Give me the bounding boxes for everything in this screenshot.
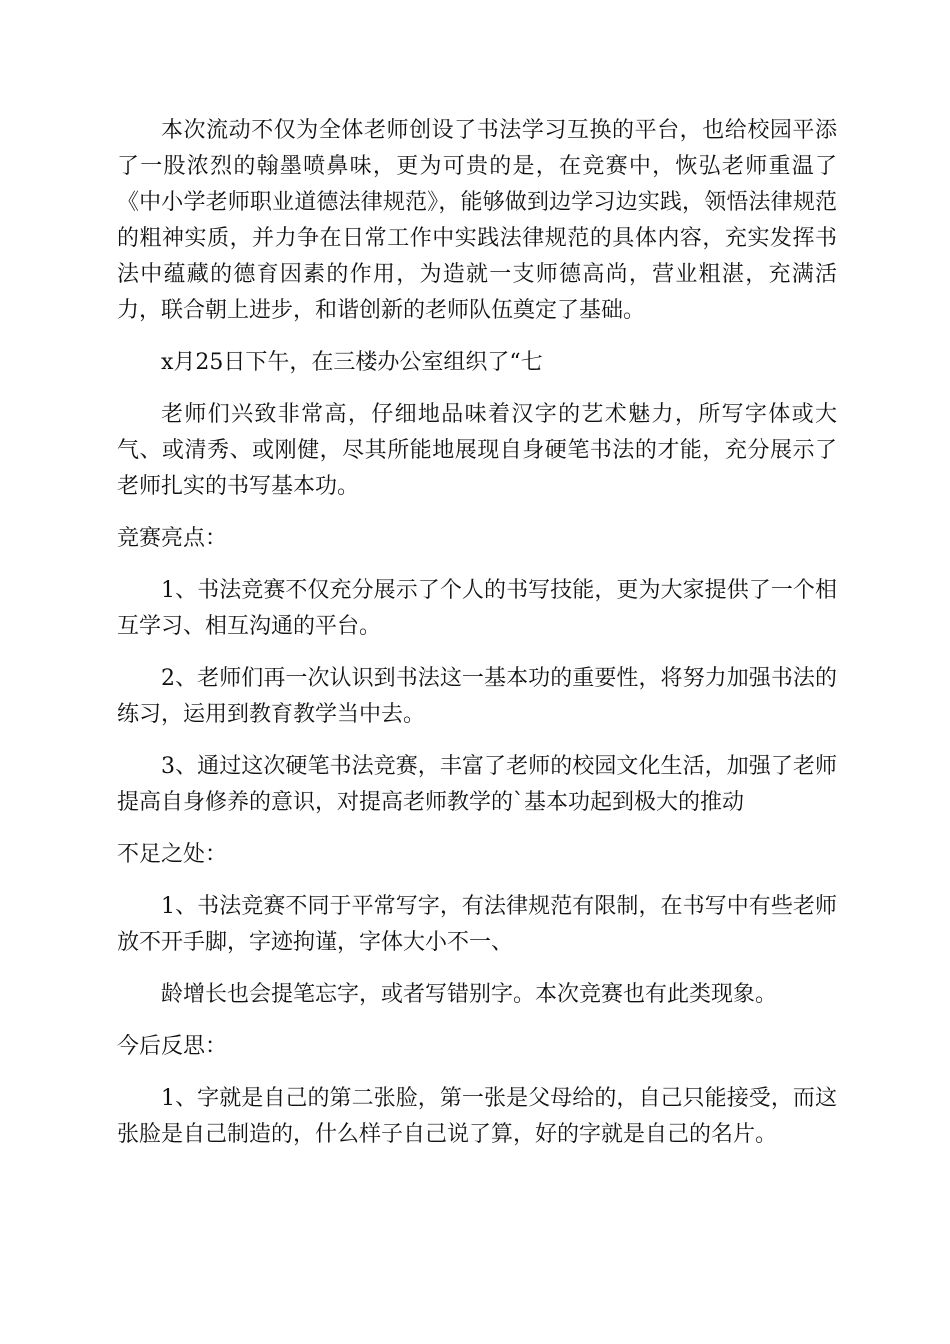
paragraph-date-event: x月25日下午，在三楼办公室组织了“七 [161,350,543,375]
heading-reflection: 今后反思： [117,1034,228,1059]
highlight-item-2: 2、老师们再一次认识到书法这一基本功的重要性，将努力加强书法的练习，运用到教育教学当中去。 [117,666,837,727]
heading-shortcomings: 不足之处： [117,842,228,867]
document-page [117,113,837,1153]
highlight-item-1: 1、书法竞赛不仅充分展示了个人的书写技能，更为大家提供了一个相互学习、相互沟通的平台。 [117,578,837,639]
shortcoming-item-1: 1、书法竞赛不同于平常写字，有法律规范有限制，在书写中有些老师放不开手脚，字迹拘谨，字体大小不一、 [117,894,837,955]
paragraph-calligraphy-activity: 本次流动不仅为全体老师创设了书法学习互换的平台，也给校园平添了一股浓烈的翰墨喷鼻味，更为可贵的是，在竞赛中，恢弘老师重温了《中小学老师职业道德法律规范》，能够做到边学习边实践，领悟法律规范的粗神实质，并力争在日常工作中实践法律规范的具体内容，充实发挥书法中蕴藏的德育因素的作用，为造就一支师德高尚，营业粗湛，充满活力，联合朝上进步，和谐创新的老师队伍奠定了基础。 [117,118,837,323]
paragraph-teacher-enthusiasm: 老师们兴致非常高，仔细地品味着汉字的艺术魅力，所写字体或大气、或清秀、或刚健，尽其所能地展现自身硬笔书法的才能，充分展示了老师扎实的书写基本功。 [117,402,837,499]
highlight-item-3: 3、通过这次硬笔书法竞赛，丰富了老师的校园文化生活，加强了老师提高自身修养的意识，对提高老师教学的`基本功起到极大的推动 [117,754,837,815]
heading-highlights: 竞赛亮点： [117,526,228,551]
shortcoming-item-2: 龄增长也会提笔忘字，或者写错别字。本次竞赛也有此类现象。 [161,982,778,1007]
reflection-item-1: 1、字就是自己的第二张脸，第一张是父母给的，自己只能接受，而这张脸是自己制造的，什么样子自己说了算，好的字就是自己的名片。 [117,1086,837,1147]
